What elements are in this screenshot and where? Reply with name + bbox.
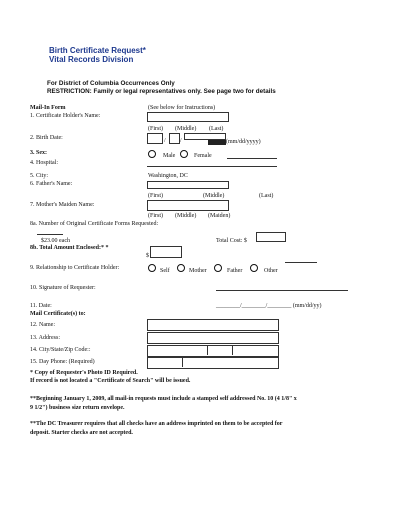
hospital-field[interactable]: [147, 166, 277, 167]
mail-name-field[interactable]: [147, 319, 279, 331]
restriction-note: RESTRICTION: Family or legal representatives only. See page two for details: [47, 88, 276, 95]
jurisdiction-note: For District of Columbia Occurrences Only: [47, 80, 175, 87]
birth-year-field[interactable]: [184, 133, 226, 140]
phone-divider-1: [182, 357, 183, 367]
q8b-label: 8b. Total Amount Enclosed:* *: [30, 245, 109, 251]
relationship-other-field[interactable]: [285, 262, 317, 263]
treasurer-note-line1: **The DC Treasurer requires that all checks have an address imprinted on them to be accepted for: [30, 421, 283, 427]
q7-maiden-hint: (Maiden): [208, 213, 231, 219]
relationship-self-label: Self: [160, 268, 170, 274]
q7-first-hint: (First): [148, 213, 163, 219]
relationship-mother-radio[interactable]: [177, 264, 185, 272]
relationship-self-radio[interactable]: [148, 264, 156, 272]
sex-female-radio[interactable]: [180, 150, 188, 158]
sex-male-label: Male: [163, 153, 176, 159]
q11-label: 11. Date:: [30, 303, 52, 309]
certificate-search-note: If record is not located a "Certificate of Search" will be issued.: [30, 378, 191, 384]
city-value: Washington, DC: [148, 173, 188, 179]
q6-last-hint: (Last): [259, 193, 274, 199]
amount-dollar-sign: $: [146, 253, 149, 259]
state-zip-divider: [232, 345, 233, 355]
photo-id-note: * Copy of Requester's Photo ID Required.: [30, 370, 138, 376]
city-field[interactable]: [147, 181, 229, 189]
sex-underline: [227, 158, 277, 159]
mother-maiden-name-field[interactable]: [147, 200, 229, 211]
q12-label: 12. Name:: [30, 322, 55, 328]
day-phone-field[interactable]: [147, 357, 279, 369]
certificate-holder-name-field[interactable]: [147, 112, 229, 122]
date-blank-format: ________/________/________ (mm/dd/yy): [216, 303, 322, 309]
signature-field[interactable]: [216, 290, 348, 291]
date-format-hint: (mm/dd/yyyy): [226, 139, 261, 145]
form-subtitle: Vital Records Division: [49, 55, 134, 64]
mail-in-note-line2: 9 1/2") business size return envelope.: [30, 405, 125, 411]
mail-in-note-line1: **Beginning January 1, 2009, all mail-in requests must include a stamped self addressed No. 10 (4 1/8" x: [30, 396, 297, 402]
q7-middle-hint: (Middle): [175, 213, 197, 219]
forms-count-field[interactable]: [37, 234, 63, 235]
instructions-note: (See below for Instructions): [148, 105, 216, 111]
total-cost-label: Total Cost: $: [216, 238, 247, 244]
q1-middle-hint: (Middle): [175, 126, 197, 132]
q10-label: 10. Signature of Requester:: [30, 285, 96, 291]
q2-label: 2. Birth Date:: [30, 135, 63, 141]
relationship-father-radio[interactable]: [214, 264, 222, 272]
relationship-other-label: Other: [264, 268, 278, 274]
amount-enclosed-field[interactable]: [150, 246, 182, 258]
q8a-label: 8a. Number of Original Certificate Forms Requested:: [30, 221, 159, 227]
relationship-other-radio[interactable]: [250, 264, 258, 272]
q9-label: 9. Relationship to Certificate Holder:: [30, 265, 120, 271]
total-cost-field[interactable]: [256, 232, 286, 242]
q3-label: 3. Sex:: [30, 150, 47, 156]
q5-label: 5. City:: [30, 173, 49, 179]
redaction-block: [208, 140, 226, 145]
q1-first-hint: (First): [148, 126, 163, 132]
fee-each: $23.00 each: [41, 238, 70, 244]
q15-label: 15. Day Phone: (Required): [30, 359, 95, 365]
q13-label: 13. Address:: [30, 335, 60, 341]
mail-address-field[interactable]: [147, 332, 279, 344]
mail-city-state-zip-field[interactable]: [147, 345, 279, 357]
q1-label: 1. Certificate Holder's Name:: [30, 113, 101, 119]
mail-in-form-label: Mail-In Form: [30, 105, 66, 111]
sex-male-radio[interactable]: [148, 150, 156, 158]
q6-label: 6. Father's Name:: [30, 181, 73, 187]
form-title: Birth Certificate Request*: [49, 46, 146, 55]
mail-to-heading: Mail Certificate(s) to:: [30, 311, 86, 317]
relationship-father-label: Father: [227, 268, 243, 274]
q6-middle-hint: (Middle): [203, 193, 225, 199]
date-slash-2: /: [180, 138, 182, 144]
q1-last-hint: (Last): [209, 126, 224, 132]
city-state-divider: [207, 345, 208, 355]
q14-label: 14. City/State/Zip Code::: [30, 347, 91, 353]
q7-label: 7. Mother's Maiden Name:: [30, 202, 95, 208]
date-slash-1: /: [164, 138, 166, 144]
birth-day-field[interactable]: [169, 133, 180, 144]
sex-female-label: Female: [194, 153, 212, 159]
treasurer-note-line2: deposit. Starter checks are not accepted.: [30, 430, 133, 436]
q6-first-hint: (First): [148, 193, 163, 199]
q4-label: 4. Hospital:: [30, 160, 58, 166]
birth-month-field[interactable]: [147, 133, 163, 144]
relationship-mother-label: Mother: [189, 268, 207, 274]
